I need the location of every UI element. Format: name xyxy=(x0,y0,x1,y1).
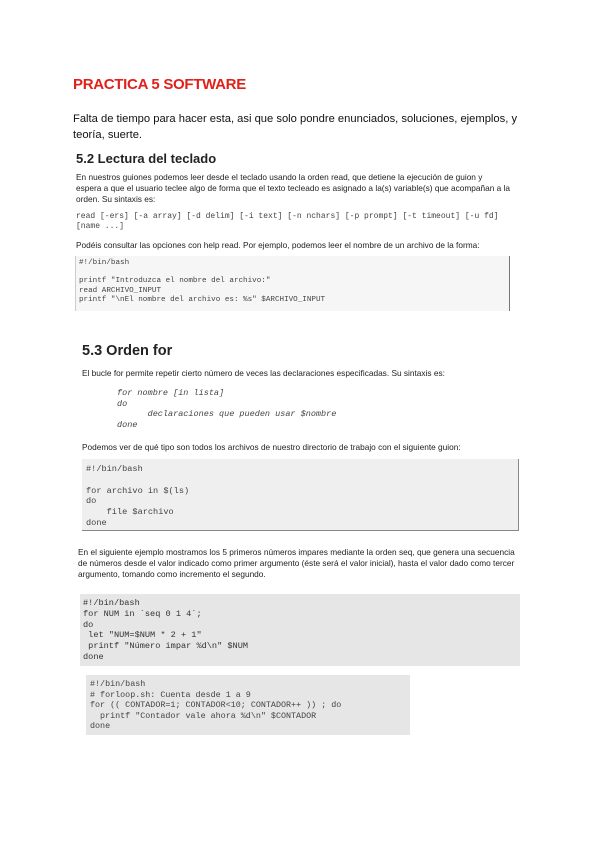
seq-code: #!/bin/bash for NUM in `seq 0 1 4`; do let "NUM=$NUM * 2 + 1" printf "Número impar %d\n" $NUM done xyxy=(83,598,249,662)
read-syntax: read [-ers] [-a array] [-d delim] [-i text] [-n nchars] [-p prompt] [-t timeout] [-u fd] [name ...] xyxy=(76,212,499,231)
for-syntax: for nombre [in lista] do declaraciones que pueden usar $nombre done xyxy=(117,388,337,430)
section-5-3-heading: 5.3 Orden for xyxy=(82,343,173,359)
forloop-code-block xyxy=(86,675,410,735)
section-5-3-paragraph: El bucle for permite repetir cierto número de veces las declaraciones especificadas. Su sintaxis es: xyxy=(82,368,445,378)
for-ls-code-block xyxy=(82,459,519,531)
read-code: #!/bin/bash printf "Introduzca el nombre del archivo:" read ARCHIVO_INPUT printf "\nEl nombre del archivo es: %s" $ARCHIVO_INPUT xyxy=(79,259,326,304)
for-ls-code: #!/bin/bash for archivo in $(ls) do file $archivo done xyxy=(86,464,190,528)
section-5-2-heading: 5.2 Lectura del teclado xyxy=(76,151,217,166)
section-5-3-paragraph-3: En el siguiente ejemplo mostramos los 5 primeros números impares mediante la orden seq, que genera una secuencia de números desde el valor indicado como primer argumento (éste será el valor inicial), hasta el valor dado como tercer argumento, tomando como incremento el segundo. xyxy=(78,547,515,580)
document-title: PRACTICA 5 SOFTWARE xyxy=(73,76,246,93)
seq-code-block xyxy=(80,594,520,666)
section-5-2-paragraph-2: Podéis consultar las opciones con help read. Por ejemplo, podemos leer el nombre de un archivo de la forma: xyxy=(76,240,480,250)
section-5-2-paragraph: En nuestros guiones podemos leer desde el teclado usando la orden read, que detiene la ejecución de guion y espera a que el usuario teclee algo de forma que el texto tecleado es asignado a la(s) variable(s) que acompañan a la orden. Su sintaxis es: xyxy=(76,172,511,205)
read-code-block xyxy=(75,256,510,311)
section-5-3-paragraph-2: Podemos ver de qué tipo son todos los archivos de nuestro directorio de trabajo con el siguiente guion: xyxy=(82,442,461,452)
intro-paragraph: Falta de tiempo para hacer esta, asi que solo pondre enunciados, soluciones, ejemplos, y teoría, suerte. xyxy=(73,113,518,141)
forloop-code: #!/bin/bash # forloop.sh: Cuenta desde 1 a 9 for (( CONTADOR=1; CONTADOR<10; CONTADOR++ )) ; do printf "Contador vale ahora %d\n" $CONTADOR done xyxy=(90,679,342,732)
